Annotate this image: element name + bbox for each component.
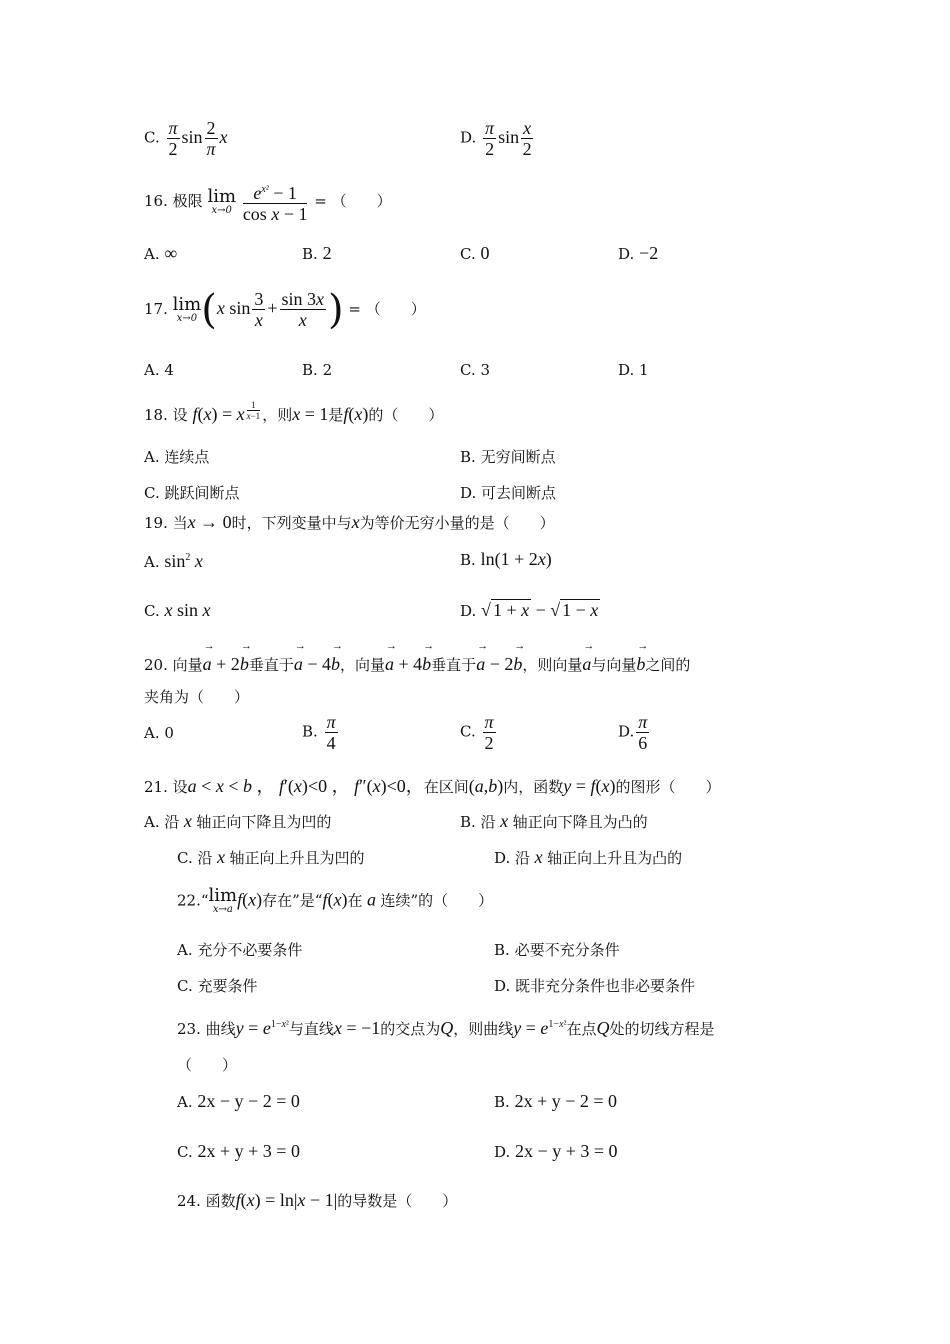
q16-option-d: D. −2 <box>618 243 659 263</box>
q23-stem-line1: 23. 曲线$y = e^{1-x^2}$与直线x = −1的交点为Q，则曲线$y = e^{1-x^2}$在点Q处的切线方程是 <box>177 1018 715 1038</box>
q21-stem: 21. 设a < x < b ， f′(x)<0 ， f″(x)<0，在区间(a,b)内，函数y = f(x)的图形（ ） <box>144 776 721 796</box>
limit-operator: lim x→0 <box>172 293 202 324</box>
q20-option-d: D. $\frac{\pi}{6}$ <box>618 712 648 753</box>
q18-option-b: B. 无穷间断点 <box>460 448 556 466</box>
q22-stem: 22.“ lim x→a f(x)存在”是“f(x)在 a 连续”的（ ） <box>177 885 494 915</box>
q16-stem: 16. 极限 lim x→0 $\frac{e^{x^2} - 1}{\text{cos x − 1}}$ = （ ） <box>144 180 392 224</box>
q22-option-d: D. 既非充分条件也非必要条件 <box>494 977 696 995</box>
limit-operator: lim x→a <box>208 885 238 915</box>
q17-option-a: A. 4 <box>144 361 174 379</box>
q20-option-a: A. 0 <box>144 724 174 742</box>
q23-option-c: C. 2x + y + 3 = 0 <box>177 1141 300 1161</box>
q15-option-d: D. $\frac{\pi}{2}$ sin $\frac{x}{2}$ <box>460 118 535 159</box>
q21-option-d: D. 沿 x 轴正向上升且为凸的 <box>494 847 683 867</box>
q16-fraction: $\frac{e^{x^2} - 1}{\text{cos x − 1}}$ <box>243 180 308 224</box>
q15-option-c: C. $\frac{\pi}{2}$ sin $\frac{2}{\pi}$ x <box>144 118 228 159</box>
q23-stem-line2: （ ） <box>177 1056 238 1074</box>
q19-option-b: B. ln(1 + 2x) <box>460 549 552 569</box>
q15-option-c-formula: $\frac{\pi}{2}$ sin $\frac{2}{\pi}$ x <box>168 118 228 159</box>
q21-option-b: B. 沿 x 轴正向下降且为凸的 <box>460 811 648 831</box>
q22-option-b: B. 必要不充分条件 <box>494 941 620 959</box>
q22-option-a: A. 充分不必要条件 <box>177 941 303 959</box>
q19-option-c: C. x sin x <box>144 600 211 620</box>
q16-option-b: B. 2 <box>302 243 332 263</box>
q16-option-c: C. 0 <box>460 243 490 263</box>
q19-option-a: A. $\sin^2 x$ <box>144 551 203 571</box>
q17-option-d: D. 1 <box>618 361 649 379</box>
q20-stem-line1: 20. 向量→ a + 2→ b垂直于→ a − 4→ b，向量→ a + 4→ b垂直于→ a − 2→ b，则向量→ a与向量→ b之间的 <box>144 654 690 675</box>
q17-option-c: C. 3 <box>460 361 491 379</box>
q20-stem-line2: 夹角为（ ） <box>144 688 250 706</box>
q18-option-d: D. 可去间断点 <box>460 484 557 502</box>
q23-option-d: D. 2x − y + 3 = 0 <box>494 1141 618 1161</box>
limit-operator: lim x→0 <box>207 185 237 216</box>
q19-option-d: D. √ 1 + x − √ 1 − x <box>460 600 599 620</box>
q22-option-c: C. 充要条件 <box>177 977 258 995</box>
q20-option-c: C. $\frac{\pi}{2}$ <box>460 712 494 753</box>
q18-option-c: C. 跳跃间断点 <box>144 484 240 502</box>
q17-stem: 17. lim x→0 (x sin $\frac{3}{x}$ + $\frac{\sin 3x}{x}$ ) = （ ） <box>144 287 426 333</box>
q19-stem: 19. 当x → 0时，下列变量中与x为等价无穷小量的是（ ） <box>144 512 555 532</box>
q20-option-b: B. $\frac{\pi}{4}$ <box>302 712 336 753</box>
q23-option-b: B. 2x + y − 2 = 0 <box>494 1091 618 1111</box>
q16-option-a: A. ∞ <box>144 243 178 263</box>
q18-stem: 18. 设 f(x) = x $^{\frac{1}{x-1}}$ ，则x = 1是f(x)的（ ） <box>144 400 444 424</box>
q15-option-d-formula: $\frac{\pi}{2}$ sin $\frac{x}{2}$ <box>485 118 532 159</box>
q18-option-a: A. 连续点 <box>144 448 210 466</box>
q21-option-a: A. 沿 x 轴正向下降且为凹的 <box>144 811 332 831</box>
q24-stem: 24. 函数f(x) = ln|x − 1|的导数是（ ） <box>177 1190 458 1210</box>
q23-option-a: A. 2x − y − 2 = 0 <box>177 1091 300 1111</box>
q21-option-c: C. 沿 x 轴正向上升且为凹的 <box>177 847 365 867</box>
q17-option-b: B. 2 <box>302 361 333 379</box>
